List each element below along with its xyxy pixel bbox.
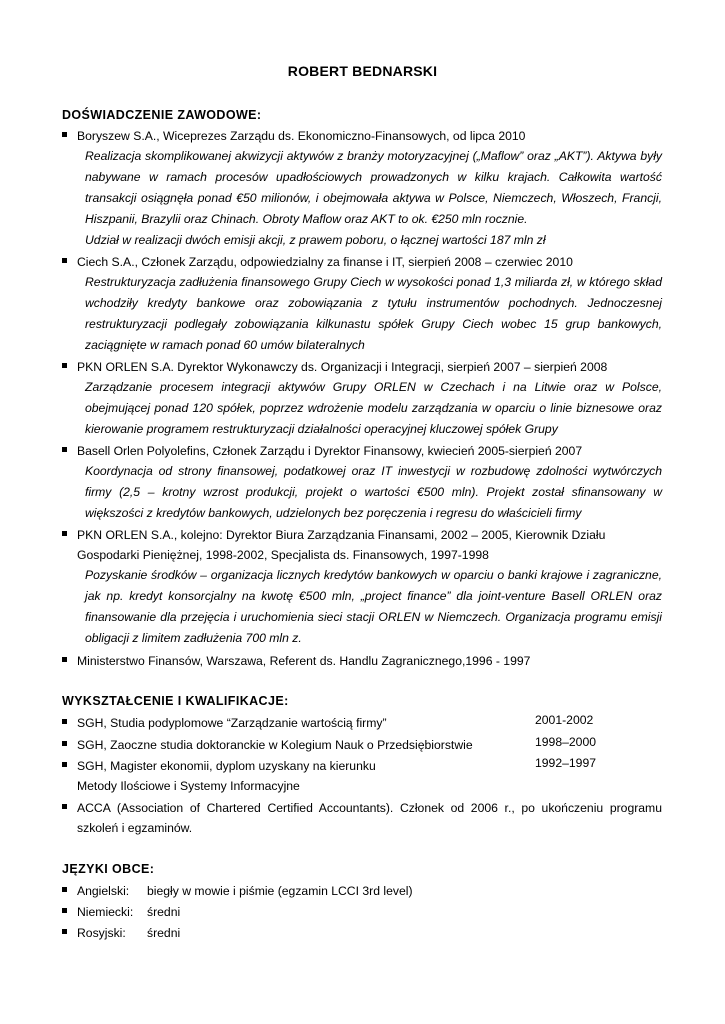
experience-item-desc-text: Pozyskanie środków – organizacja licznych kredytów bankowych w oparciu o banki krajowe i zagraniczne, jak np. kredyt konsorcjalny na kwotę €500 mln, „project finance” dla joint-venture Basell ORLEN oraz finansowanie dla przejęcia i uruchomienia sieci stacji ORLEN w Niemczech. Organizacja programu emisji obligacji z limitem zadłużenia 700 mln z. (85, 568, 662, 645)
language-name: Niemiecki: (77, 905, 134, 919)
experience-item-desc (85, 565, 662, 649)
bullet-icon (62, 657, 67, 662)
bullet-icon (62, 258, 67, 263)
experience-item-desc-text: Zarządzanie procesem integracji aktywów Grupy ORLEN w Czechach i na Litwie oraz w Polsce, obejmującej ponad 120 spółek, poprzez wdrożenie modelu zarządzania w oparciu o linie biznesowe oraz kierowanie programem restrukturyzacji działalności operacyjnej kluczowej spółek Grupy (85, 380, 662, 436)
experience-item-desc (85, 377, 662, 440)
experience-item-head: Boryszew S.A., Wiceprezes Zarządu ds. Ekonomiczno-Finansowych, od lipca 2010 (77, 129, 526, 143)
experience-item-head: PKN ORLEN S.A. Dyrektor Wykonawczy ds. Organizacji i Integracji, sierpień 2007 – sierpień 2008 (77, 360, 608, 374)
language-item (62, 902, 662, 922)
language-level: średni (147, 905, 181, 919)
experience-item-desc-text: Realizacja skomplikowanej akwizycji aktywów z branży motoryzacyjnej („Maflow” oraz „AKT”). Aktywa były nabywane w ramach procesów upadłościowych prowadzonych w kilku krajach. Całkowita wartość transakcji osiągnęła ponad €50 milionów, i obejmowała aktywa w Polsce, Niemczech, Włoszech, Francji, Hiszpanii, Brazylii oraz Chinach. Obroty Maflow oraz AKT to ok. €250 mln rocznie. (85, 149, 662, 226)
bullet-icon (62, 762, 67, 767)
bullet-icon (62, 908, 67, 913)
experience-item (62, 441, 662, 524)
education-item (62, 798, 662, 838)
education-item-text: SGH, Studia podyplomowe “Zarządzanie wartością firmy” (77, 716, 387, 730)
education-item-years: 1998–2000 (535, 735, 597, 749)
language-level: biegły w mowie i piśmie (egzamin LCCI 3rd level) (147, 884, 413, 898)
experience-item (62, 357, 662, 440)
language-item (62, 923, 662, 943)
education-item (62, 756, 662, 796)
education-item-text: SGH, Magister ekonomii, dyplom uzyskany na kierunku Metody Ilościowe i Systemy Informacyjne (77, 759, 376, 793)
experience-item (62, 126, 662, 251)
education-item-text: SGH, Zaoczne studia doktoranckie w Kolegium Nauk o Przedsiębiorstwie (77, 738, 473, 752)
education-section-title: WYKSZTAŁCENIE I KWALIFIKACJE: (62, 694, 289, 708)
language-level: średni (147, 926, 181, 940)
language-name: Rosyjski: (77, 926, 126, 940)
language-item (62, 881, 662, 901)
experience-item-head: PKN ORLEN S.A., kolejno: Dyrektor Biura Zarządzania Finansami, 2002 – 2005, Kierownik Działu Gospodarki Pieniężnej, 1998-2002, Specjalista ds. Finansowych, 1997-1998 (77, 528, 606, 562)
bullet-icon (62, 719, 67, 724)
bullet-icon (62, 804, 67, 809)
bullet-icon (62, 929, 67, 934)
experience-item-desc (85, 146, 662, 251)
experience-item-desc-text: Koordynacja od strony finansowej, podatkowej oraz IT inwestycji w rozbudowę zdolności wytwórczych firmy (2,5 – krotny wzrost produkcji, projekt o wartości €500 mln). Projekt został sfinansowany w większości z kredytów bankowych, udzielonych bez poręczenia i regresu do właścicieli firmy (85, 464, 662, 520)
experience-item (62, 525, 662, 649)
experience-item-head: Ciech S.A., Członek Zarządu, odpowiedzialny za finanse i IT, sierpień 2008 – czerwiec 2010 (77, 255, 573, 269)
experience-item-desc-text-2: Udział w realizacji dwóch emisji akcji, z prawem poboru, o łącznej wartości 187 mln zł (85, 233, 546, 247)
bullet-icon (62, 363, 67, 368)
experience-item (62, 651, 662, 671)
experience-item-head: Basell Orlen Polyolefins, Członek Zarządu i Dyrektor Finansowy, kwiecień 2005-sierpień 2007 (77, 444, 583, 458)
experience-item-desc-text: Restrukturyzacja zadłużenia finansowego Grupy Ciech w wysokości ponad 1,3 miliarda zł, w którego skład wchodziły kredyty bankowe oraz zobowiązania z tytułu instrumentów pochodnych. Jednoczesnej restrukturyzacji podlegały zobowiązania kilkunastu spółek Grupy Ciech wobec 15 grup bankowych, zaciągnięte w ramach ponad 60 umów bilateralnych (85, 275, 662, 352)
bullet-icon (62, 132, 67, 137)
bullet-icon (62, 741, 67, 746)
languages-section-title: JĘZYKI OBCE: (62, 862, 155, 876)
experience-item-desc (85, 461, 662, 524)
education-item-text: ACCA (Association of Chartered Certified Accountants). Członek od 2006 r., po ukończeniu programu szkoleń i egzaminów. (77, 801, 662, 835)
education-item (62, 735, 662, 755)
experience-section-title: DOŚWIADCZENIE ZAWODOWE: (62, 108, 262, 122)
experience-item-desc (85, 272, 662, 356)
experience-item-head: Ministerstwo Finansów, Warszawa, Referent ds. Handlu Zagranicznego,1996 - 1997 (77, 654, 531, 668)
experience-item (62, 252, 662, 356)
education-item-years: 1992–1997 (535, 756, 597, 770)
bullet-icon (62, 887, 67, 892)
candidate-name: ROBERT BEDNARSKI (287, 63, 438, 79)
bullet-icon (62, 531, 67, 536)
education-item-years: 2001-2002 (535, 713, 594, 727)
bullet-icon (62, 447, 67, 452)
language-name: Angielski: (77, 884, 130, 898)
education-item (62, 713, 662, 733)
